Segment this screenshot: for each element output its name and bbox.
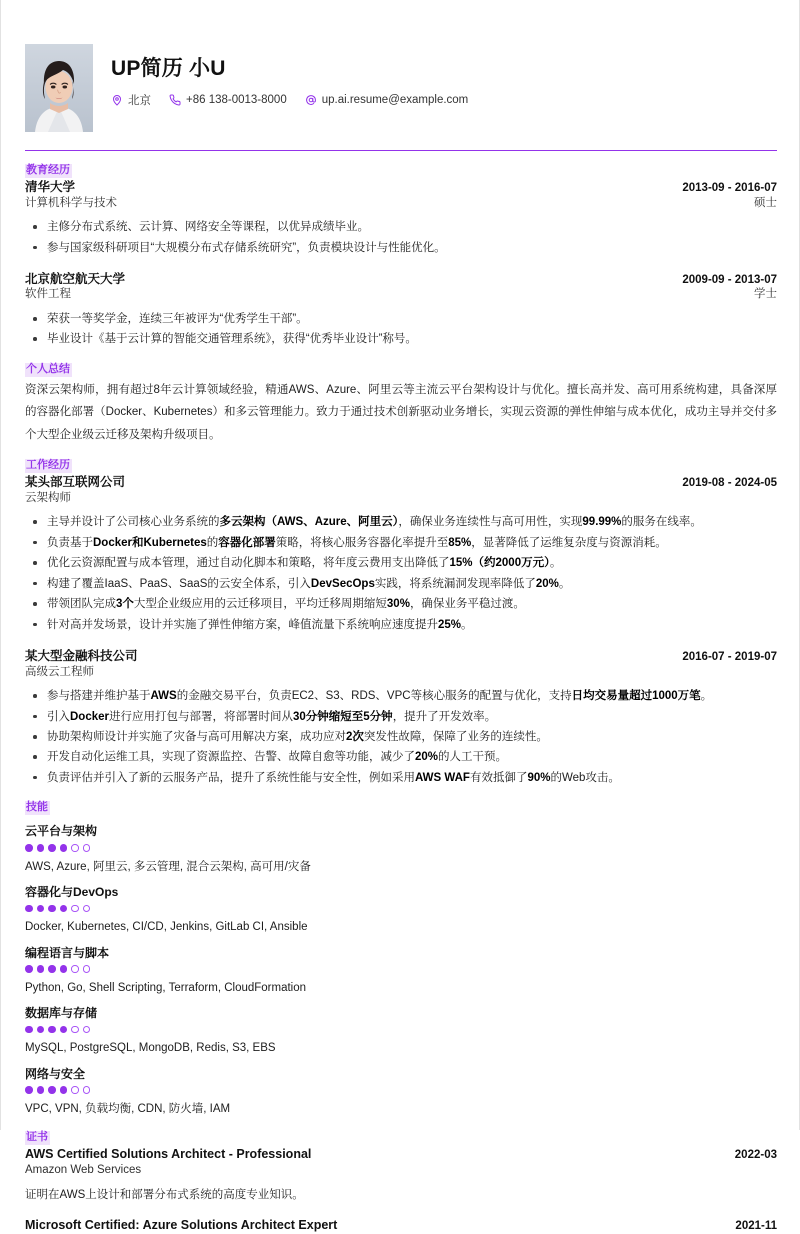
page-title: UP简历 小U — [111, 57, 226, 80]
skill-group-name: 编程语言与脚本 — [25, 945, 110, 960]
skill-group — [25, 1005, 777, 1058]
education-school: 北京航空航天大学 — [25, 271, 126, 286]
certificate-date: 2021-11 — [735, 1219, 777, 1232]
contact-location-text: 北京 — [128, 95, 151, 108]
skill-dot-filled — [60, 1026, 68, 1034]
list-item: 主导并设计了公司核心业务系统的多云架构（AWS、Azure、阿里云），确保业务连续性与高可用性，实现99.99%的服务在线率。 — [25, 512, 777, 532]
skill-level-dots — [25, 905, 777, 913]
work-bullets — [25, 512, 777, 635]
work-entry — [25, 648, 777, 788]
section-work — [25, 455, 777, 788]
skill-dot-filled — [25, 844, 33, 852]
list-item: 荣获一等奖学金，连续三年被评为“优秀学生干部”。 — [25, 309, 777, 329]
work-bullets — [25, 686, 777, 788]
skill-dot-filled — [25, 1026, 33, 1034]
contact-email — [305, 94, 469, 106]
list-item: 参与搭建并维护基于AWS的金融交易平台，负责EC2、S3、RDS、VPC等核心服务的配置与优化，支持日均交易量超过1000万笔。 — [25, 686, 777, 706]
section-title-skills: 技能 — [26, 801, 48, 814]
resume-header — [25, 44, 777, 132]
skill-dot-filled — [25, 1086, 33, 1094]
skill-group — [25, 945, 777, 998]
education-degree: 硕士 — [754, 196, 777, 209]
list-item: 引入Docker进行应用打包与部署，将部署时间从30分钟缩短至5分钟，提升了开发效率。 — [25, 707, 777, 727]
education-entry — [25, 179, 777, 258]
skill-dot-filled — [60, 965, 68, 973]
skill-items: Docker, Kubernetes, CI/CD, Jenkins, GitLab CI, Ansible — [25, 921, 308, 934]
certificate-date: 2022-03 — [734, 1149, 777, 1162]
work-role: 高级云工程师 — [25, 665, 94, 678]
list-item: 参与国家级科研项目“大规模分布式存储系统研究”，负责模块设计与性能优化。 — [25, 238, 777, 258]
work-date: 2016-07 - 2019-07 — [682, 651, 777, 664]
contact-list — [111, 92, 777, 108]
list-item: 毕业设计《基于云计算的智能交通管理系统》，获得“优秀毕业设计”称号。 — [25, 329, 777, 349]
summary-text: 资深云架构师，拥有超过8年云计算领域经验，精通AWS、Azure、阿里云等主流云平台架构设计与优化。擅长高并发、高可用系统构建，具备深厚的容器化部署（Docker、Kubernetes）和多云管理能力。致力于通过技术创新驱动业务增长，实现云资源的弹性伸缩与成本优化，成功主导并交付多个大型企业级云迁移及架构升级项目。 — [25, 383, 777, 441]
list-item: 优化云资源配置与成本管理，通过自动化脚本和策略，将年度云费用支出降低了15%（约2000万元）。 — [25, 553, 777, 573]
skill-dot-filled — [60, 844, 68, 852]
skill-dot-filled — [48, 844, 56, 852]
skill-group — [25, 1066, 777, 1119]
email-at-icon — [305, 94, 317, 106]
education-date: 2009-09 - 2013-07 — [682, 273, 777, 286]
skill-level-dots — [25, 1086, 777, 1094]
skill-level-dots — [25, 844, 777, 852]
section-certificates — [25, 1127, 777, 1234]
skill-group — [25, 884, 777, 937]
contact-email-text: up.ai.resume@example.com — [321, 94, 469, 107]
skill-dot-filled — [37, 1026, 45, 1034]
skill-group-name: 数据库与存储 — [25, 1006, 98, 1021]
skill-level-dots — [25, 965, 777, 973]
education-bullets — [25, 217, 777, 258]
skill-dot-empty — [71, 1026, 79, 1034]
contact-location — [111, 92, 151, 108]
location-pin-icon — [111, 94, 123, 106]
certificate-entry — [25, 1146, 777, 1204]
education-major: 计算机科学与技术 — [25, 196, 117, 209]
certificate-issuer: Amazon Web Services — [25, 1163, 142, 1176]
list-item: 开发自动化运维工具，实现了资源监控、告警、故障自愈等功能，减少了20%的人工干预。 — [25, 747, 777, 767]
work-entry — [25, 474, 777, 635]
list-item: 针对高并发场景，设计并实施了弹性伸缩方案，峰值流量下系统响应速度提升25%。 — [25, 615, 777, 635]
list-item: 协助架构师设计并实施了灾备与高可用解决方案，成功应对2次突发性故障，保障了业务的连续性。 — [25, 727, 777, 747]
skill-dot-empty — [71, 1086, 79, 1094]
skill-dot-empty — [83, 1026, 91, 1034]
list-item: 带领团队完成3个大型企业级应用的云迁移项目，平均迁移周期缩短30%，确保业务平稳过渡。 — [25, 594, 777, 614]
skill-dot-filled — [60, 905, 68, 913]
skill-group-name: 容器化与DevOps — [25, 884, 119, 899]
section-title-summary: 个人总结 — [26, 362, 70, 375]
skill-dot-filled — [37, 1086, 45, 1094]
skill-dot-filled — [37, 965, 45, 973]
contact-phone-text: +86 138-0013-8000 — [186, 94, 287, 107]
list-item: 构建了覆盖IaaS、PaaS、SaaS的云安全体系，引入DevSecOps实践，将系统漏洞发现率降低了20%。 — [25, 574, 777, 594]
contact-phone — [169, 94, 287, 106]
skill-dot-empty — [71, 965, 79, 973]
skill-dot-filled — [60, 1086, 68, 1094]
skill-group — [25, 823, 777, 876]
education-date: 2013-09 - 2016-07 — [682, 182, 777, 194]
certificate-name: Microsoft Certified: Azure Solutions Architect Expert — [25, 1217, 338, 1232]
section-summary — [25, 359, 777, 446]
skill-dot-filled — [48, 1026, 56, 1034]
skill-level-dots — [25, 1026, 777, 1034]
section-education — [25, 160, 777, 350]
work-company: 某头部互联网公司 — [25, 475, 126, 490]
skill-items: VPC, VPN, 负载均衡, CDN, 防火墙, IAM — [25, 1102, 231, 1115]
phone-icon — [169, 94, 181, 106]
skill-dot-empty — [83, 965, 91, 973]
work-role: 云架构师 — [25, 491, 71, 504]
skill-dot-filled — [37, 905, 45, 913]
skill-items: MySQL, PostgreSQL, MongoDB, Redis, S3, EBS — [25, 1042, 276, 1055]
education-major: 软件工程 — [25, 288, 71, 301]
certificate-description: 证明在AWS上设计和部署分布式系统的高度专业知识。 — [25, 1189, 304, 1202]
skill-items: Python, Go, Shell Scripting, Terraform, CloudFormation — [25, 981, 307, 994]
education-entry — [25, 271, 777, 350]
section-title-education: 教育经历 — [26, 164, 70, 176]
education-degree: 学士 — [754, 288, 777, 301]
section-skills — [25, 797, 777, 1118]
work-company: 某大型金融科技公司 — [25, 649, 138, 664]
list-item: 负责基于Docker和Kubernetes的容器化部署策略，将核心服务容器化率提升至85%，显著降低了运维复杂度与资源消耗。 — [25, 533, 777, 553]
skill-dot-empty — [71, 905, 79, 913]
header-divider — [25, 150, 777, 151]
skill-dot-filled — [25, 905, 33, 913]
skill-items: AWS, Azure, 阿里云, 多云管理, 混合云架构, 高可用/灾备 — [25, 860, 311, 873]
list-item: 主修分布式系统、云计算、网络安全等课程，以优异成绩毕业。 — [25, 217, 777, 237]
certificate-name: AWS Certified Solutions Architect - Professional — [25, 1147, 312, 1162]
skill-dot-empty — [83, 844, 91, 852]
work-date: 2019-08 - 2024-05 — [682, 477, 777, 490]
skill-dot-empty — [83, 1086, 91, 1094]
section-title-work: 工作经历 — [26, 459, 70, 472]
section-title-certificates: 证书 — [26, 1131, 48, 1144]
education-school: 清华大学 — [25, 180, 76, 194]
skill-dot-filled — [37, 844, 45, 852]
identity-block — [111, 44, 777, 108]
skill-dot-filled — [48, 965, 56, 973]
skill-dot-empty — [83, 905, 91, 913]
skill-group-name: 网络与安全 — [25, 1066, 86, 1081]
skill-group-name: 云平台与架构 — [25, 824, 98, 839]
certificate-entry — [25, 1217, 777, 1234]
list-item: 负责评估并引入了新的云服务产品，提升了系统性能与安全性，例如采用AWS WAF有效抵御了90%的Web攻击。 — [25, 768, 777, 788]
skill-dot-filled — [48, 905, 56, 913]
skill-dot-empty — [71, 844, 79, 852]
avatar — [25, 44, 93, 132]
education-bullets — [25, 309, 777, 350]
skill-dot-filled — [25, 965, 33, 973]
skill-dot-filled — [48, 1086, 56, 1094]
